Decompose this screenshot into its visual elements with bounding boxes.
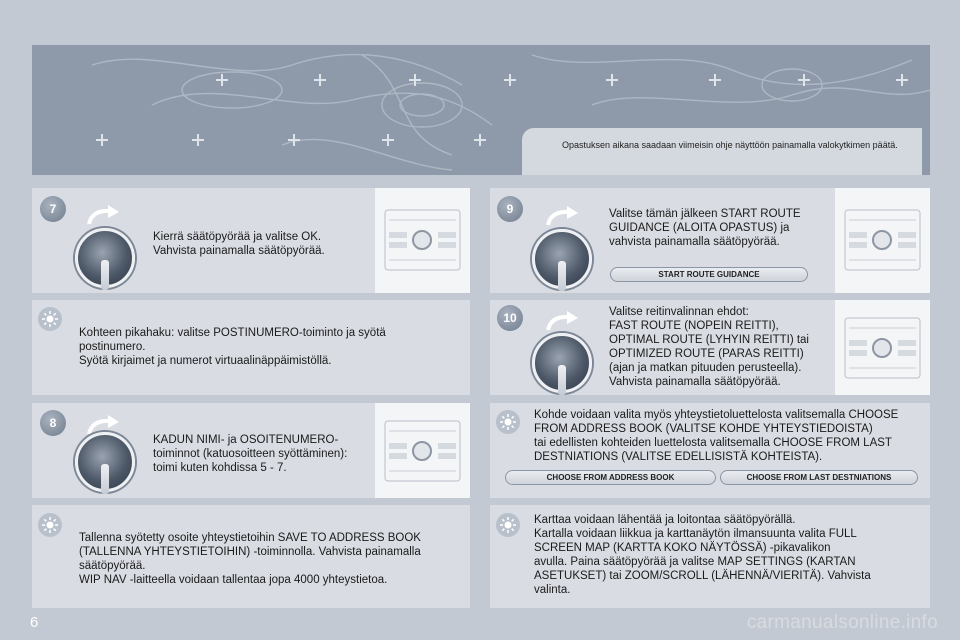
radio-unit-icon [835, 188, 930, 293]
control-knob-icon [532, 229, 592, 289]
tip-icon [38, 513, 62, 537]
map-banner [32, 45, 930, 175]
step-10-badge: 10 [497, 305, 523, 331]
step-10-text: Valitse reitinvalinnan ehdot: FAST ROUTE (NOPEIN REITTI), OPTIMAL ROUTE (LYHYIN REITTI) tai OPTIMIZED ROUTE (PARAS REITTI) (ajan ja matkan pituuden perusteella). Vahvista painamalla säätöpyörää. [609, 306, 809, 388]
save-tip-text: Tallenna syötetty osoite yhteystietoihin SAVE TO ADDRESS BOOK (TALLENNA YHTEYSTIETOIHIN) -toiminnolla. Vahvista painamalla säätöpyörää. WIP NAV -laitteella voidaan tallentaa jopa 4000 yhteystietoa. [79, 532, 421, 586]
rotate-arrow-icon [545, 310, 579, 332]
rotate-arrow-icon [545, 205, 579, 227]
start-route-guidance-button[interactable]: START ROUTE GUIDANCE [610, 267, 808, 282]
control-knob-icon [532, 333, 592, 393]
postcode-tip-text: Kohteen pikahaku: valitse POSTINUMERO-toiminto ja syötä postinumero. Syötä kirjaimet ja numerot virtuaalinäppäimistöllä. [79, 327, 386, 367]
step-8-badge: 8 [40, 410, 66, 436]
step-8-text: KADUN NIMI- ja OSOITENUMERO- toiminnot (katuosoitteen syöttäminen): toimi kuten kohdissa 5 - 7. [153, 434, 348, 474]
radio-unit-icon [375, 403, 470, 498]
tip-icon [496, 410, 520, 434]
banner-note: Opastuksen aikana saadaan viimeisin ohje näyttöön painamalla valokytkimen päätä. [522, 128, 922, 175]
control-knob-icon [75, 228, 135, 288]
page-number: 6 [30, 614, 39, 631]
step-7-text: Kierrä säätöpyörää ja valitse OK. Vahvista painamalla säätöpyörää. [153, 231, 325, 257]
control-knob-icon [75, 432, 135, 492]
radio-unit-icon [835, 300, 930, 395]
step-7-badge: 7 [40, 196, 66, 222]
step-9-text: Valitse tämän jälkeen START ROUTE GUIDANCE (ALOITA OPASTUS) ja vahvista painamalla säätöpyörää. [609, 208, 801, 248]
tip-icon [38, 307, 62, 331]
rotate-arrow-icon [86, 204, 120, 226]
choose-from-last-destinations-button[interactable]: CHOOSE FROM LAST DESTNIATIONS [720, 470, 918, 485]
choose-from-address-book-button[interactable]: CHOOSE FROM ADDRESS BOOK [505, 470, 716, 485]
map-tip-text: Karttaa voidaan lähentää ja loitontaa säätöpyörällä. Kartalla voidaan liikkua ja karttanäytön ilmansuunta valita FULL SCREEN MAP (KARTTA KOKO NÄYTÖSSÄ) -pikavalikon avulla. Paina säätöpyörää ja valitse MAP SETTINGS (KARTAN ASETUKSET) tai ZOOM/SCROLL (LÄHENNÄ/VIERITÄ). Vahvista valinta. [534, 514, 871, 596]
tip-icon [496, 513, 520, 537]
watermark: carmanualsonline.info [746, 612, 938, 633]
step-9-badge: 9 [497, 196, 523, 222]
radio-unit-icon [375, 188, 470, 293]
choose-tip-text: Kohde voidaan valita myös yhteystietoluettelosta valitsemalla CHOOSE FROM ADDRESS BOOK (VALITSE KOHDE YHTEYSTIEDOISTA) tai edellisten kohteiden luettelosta valitsemalla CHOOSE FROM LAST DESTNIATIONS (VALITSE EDELLISISTÄ KOHTEISTA). [534, 409, 899, 463]
